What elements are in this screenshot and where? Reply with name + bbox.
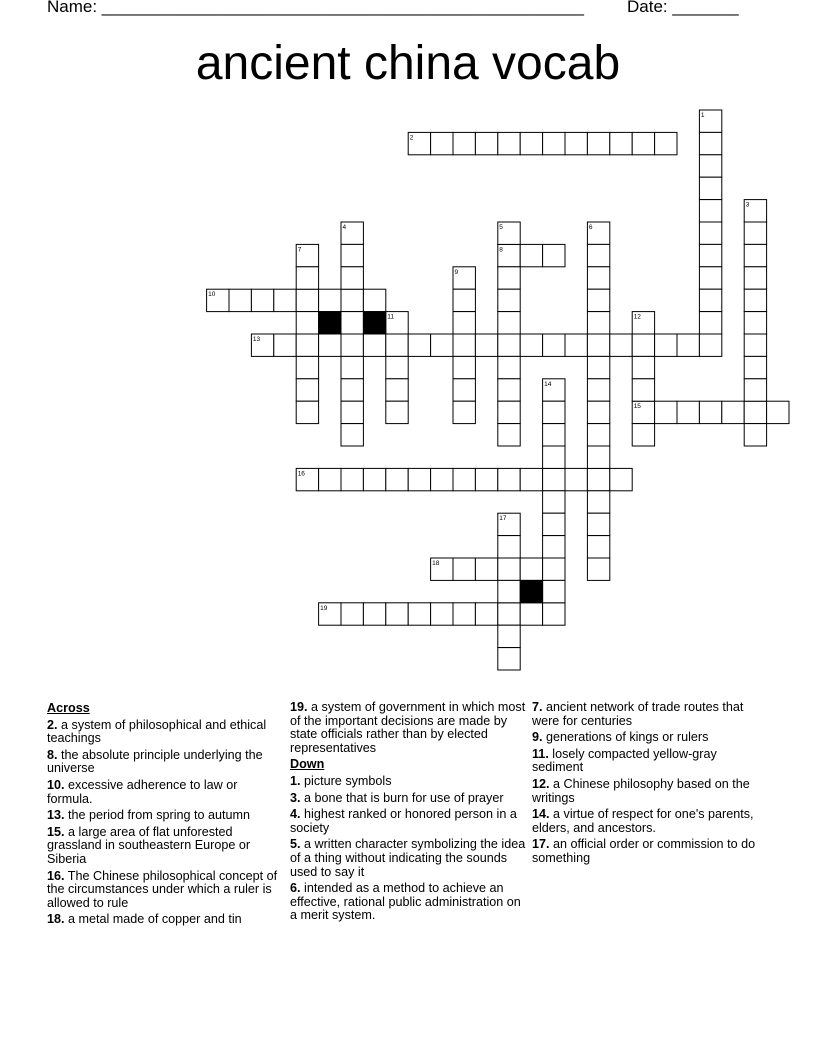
clue-text: a written character symbolizing the idea of a thing without indicating the sounds used to say it (290, 837, 526, 879)
answer-cell[interactable] (498, 580, 520, 602)
answer-cell[interactable] (520, 468, 542, 490)
answer-cell[interactable] (587, 132, 609, 154)
answer-cell[interactable] (744, 222, 766, 244)
answer-cell[interactable] (520, 603, 542, 625)
clue-text: the period from spring to autumn (64, 808, 251, 823)
answer-cell[interactable] (453, 132, 475, 154)
answer-cell[interactable] (475, 132, 497, 154)
cell-number-6: 6 (588, 224, 593, 231)
answer-cell[interactable] (632, 334, 654, 356)
answer-cell[interactable] (341, 267, 363, 289)
cell-number-10: 10 (208, 291, 216, 299)
clue-number: 19. (290, 700, 308, 714)
answer-cell[interactable] (475, 468, 497, 490)
answer-cell[interactable] (610, 334, 632, 356)
answer-cell[interactable] (543, 558, 565, 580)
answer-cell[interactable] (744, 312, 766, 334)
answer-cell[interactable] (543, 132, 565, 154)
page-title: ancient china vocab (195, 37, 621, 90)
clue-number: 13. (47, 808, 65, 823)
answer-cell[interactable] (587, 267, 609, 289)
answer-cell[interactable] (587, 491, 609, 513)
across-clue-list (47, 719, 283, 927)
answer-cell[interactable] (587, 558, 609, 580)
answer-cell[interactable] (498, 648, 520, 670)
answer-cell[interactable] (386, 356, 408, 378)
clue-number: 4. (290, 807, 301, 822)
clue-9 (532, 731, 768, 745)
answer-cell[interactable] (699, 334, 721, 356)
cell-number-9: 9 (454, 268, 459, 276)
answer-cell[interactable] (744, 267, 766, 289)
answer-cell[interactable] (677, 401, 699, 423)
answer-cell[interactable] (543, 513, 565, 535)
answer-cell[interactable] (677, 334, 699, 356)
clue-number: 10. (47, 777, 65, 792)
clue-number: 18. (47, 912, 65, 927)
cell-number-11: 11 (387, 313, 395, 321)
answer-cell[interactable] (363, 289, 385, 311)
answer-cell[interactable] (341, 334, 363, 356)
clue-text: a virtue of respect for one's parents, elders, and ancestors. (532, 807, 754, 835)
answer-cell[interactable] (587, 356, 609, 378)
answer-cell[interactable] (296, 356, 318, 378)
answer-cell[interactable] (498, 468, 520, 490)
answer-cell[interactable] (386, 379, 408, 401)
clue-17 (532, 838, 768, 865)
answer-cell[interactable] (296, 379, 318, 401)
answer-cell[interactable] (274, 289, 296, 311)
clue-12 (532, 778, 768, 805)
answer-cell[interactable] (363, 468, 385, 490)
clue-number: 2. (47, 717, 58, 732)
clue-text: a Chinese philosophy based on the writings (532, 776, 750, 805)
cell-number-4: 4 (342, 224, 347, 231)
answer-cell[interactable] (386, 334, 408, 356)
answer-cell[interactable] (453, 558, 475, 580)
answer-cell[interactable] (543, 401, 565, 423)
clue-15 (47, 826, 283, 867)
clue-2 (47, 719, 283, 746)
clue-text: generations of kings or rulers (542, 730, 709, 745)
answer-cell[interactable] (498, 289, 520, 311)
answer-cell[interactable] (498, 267, 520, 289)
answer-cell[interactable] (699, 200, 721, 222)
across-clue-list-continued (290, 701, 526, 755)
answer-cell[interactable] (699, 155, 721, 177)
answer-cell[interactable] (431, 132, 453, 154)
clue-text: a bone that is burn for use of prayer (300, 790, 504, 805)
answer-cell[interactable] (408, 603, 430, 625)
answer-cell[interactable] (632, 424, 654, 446)
answer-cell[interactable] (699, 132, 721, 154)
clue-16 (47, 870, 283, 911)
clue-text: a metal made of copper and tin (64, 912, 242, 927)
answer-cell[interactable] (587, 289, 609, 311)
clue-7 (532, 701, 768, 728)
cell-number-17: 17 (499, 515, 507, 523)
answer-cell[interactable] (408, 468, 430, 490)
clue-14 (532, 808, 768, 835)
answer-cell[interactable] (699, 267, 721, 289)
answer-cell[interactable] (587, 536, 609, 558)
answer-cell[interactable] (319, 468, 341, 490)
answer-cell[interactable] (565, 132, 587, 154)
answer-cell[interactable] (341, 468, 363, 490)
clue-number: 5. (290, 837, 301, 852)
answer-cell[interactable] (744, 356, 766, 378)
clue-text: picture symbols (300, 773, 392, 788)
answer-cell[interactable] (341, 289, 363, 311)
answer-cell[interactable] (632, 132, 654, 154)
cell-number-2: 2 (409, 134, 414, 142)
clue-text: a system of government in which most of the important decisions are made by state officials rather than by elected representatives (290, 700, 526, 755)
answer-cell[interactable] (744, 289, 766, 311)
clue-number: 16. (47, 868, 65, 883)
answer-cell[interactable] (453, 603, 475, 625)
answer-cell[interactable] (453, 401, 475, 423)
answer-cell[interactable] (744, 334, 766, 356)
answer-cell[interactable] (699, 401, 721, 423)
clue-text: intended as a method to achieve an effective, rational public administration on a merit system. (290, 881, 521, 923)
clue-6 (290, 882, 526, 923)
answer-cell[interactable] (543, 446, 565, 468)
answer-cell[interactable] (498, 558, 520, 580)
answer-cell[interactable] (587, 424, 609, 446)
clue-text: a system of philosophical and ethical teachings (47, 717, 267, 746)
answer-cell[interactable] (475, 558, 497, 580)
answer-cell[interactable] (543, 244, 565, 266)
answer-cell[interactable] (587, 244, 609, 266)
answer-cell[interactable] (498, 401, 520, 423)
date-field-label: Date: _______ (627, 0, 739, 16)
clue-number: 14. (532, 807, 550, 822)
answer-cell[interactable] (363, 334, 385, 356)
answer-cell[interactable] (431, 603, 453, 625)
answer-cell[interactable] (699, 244, 721, 266)
blocked-cell (319, 312, 341, 334)
cell-number-5: 5 (499, 224, 503, 231)
answer-cell[interactable] (543, 580, 565, 602)
clue-10 (47, 779, 283, 806)
answer-cell[interactable] (587, 312, 609, 334)
answer-cell[interactable] (744, 401, 766, 423)
answer-cell[interactable] (587, 468, 609, 490)
answer-cell[interactable] (431, 468, 453, 490)
clues-column-3 (532, 701, 768, 869)
answer-cell[interactable] (655, 401, 677, 423)
answer-cell[interactable] (341, 401, 363, 423)
clue-13 (47, 809, 283, 823)
clue-number: 1. (290, 773, 301, 788)
answer-cell[interactable] (587, 379, 609, 401)
answer-cell[interactable] (655, 334, 677, 356)
clue-text: the absolute principle underlying the universe (47, 747, 263, 776)
answer-cell[interactable] (632, 379, 654, 401)
answer-cell[interactable] (498, 334, 520, 356)
clue-number: 6. (290, 881, 301, 896)
answer-cell[interactable] (475, 334, 497, 356)
answer-cell[interactable] (498, 424, 520, 446)
answer-cell[interactable] (341, 356, 363, 378)
down-clue-list (290, 775, 526, 923)
answer-cell[interactable] (296, 267, 318, 289)
answer-cell[interactable] (587, 401, 609, 423)
answer-cell[interactable] (655, 132, 677, 154)
answer-cell[interactable] (498, 312, 520, 334)
clue-text: The Chinese philosophical concept of the circumstances under which a ruler is allowed to rule (47, 868, 278, 910)
answer-cell[interactable] (610, 468, 632, 490)
clue-8 (47, 749, 283, 776)
blocked-cell (520, 580, 542, 602)
answer-cell[interactable] (229, 289, 251, 311)
answer-cell[interactable] (386, 603, 408, 625)
answer-cell[interactable] (699, 289, 721, 311)
cell-number-15: 15 (633, 403, 641, 411)
answer-cell[interactable] (453, 289, 475, 311)
answer-cell[interactable] (386, 468, 408, 490)
answer-cell[interactable] (498, 356, 520, 378)
answer-cell[interactable] (543, 334, 565, 356)
down-clue-list-continued (532, 701, 768, 866)
answer-cell[interactable] (296, 312, 318, 334)
answer-cell[interactable] (565, 334, 587, 356)
clue-1 (290, 775, 526, 789)
clue-text: highest ranked or honored person in a society (290, 807, 517, 835)
answer-cell[interactable] (498, 379, 520, 401)
clue-number: 12. (532, 776, 550, 791)
answer-cell[interactable] (498, 132, 520, 154)
cell-number-12: 12 (633, 313, 641, 321)
clue-11 (532, 748, 768, 775)
answer-cell[interactable] (274, 334, 296, 356)
answer-cell[interactable] (453, 356, 475, 378)
clue-text: excessive adherence to law or formula. (47, 777, 238, 806)
answer-cell[interactable] (632, 356, 654, 378)
answer-cell[interactable] (453, 379, 475, 401)
clue-number: 9. (532, 730, 543, 745)
answer-cell[interactable] (319, 289, 341, 311)
name-field-label: Name: ___________________________________________________ (47, 0, 584, 16)
answer-cell[interactable] (453, 334, 475, 356)
cell-number-7: 7 (297, 246, 302, 254)
answer-cell[interactable] (296, 401, 318, 423)
cell-number-8: 8 (499, 246, 503, 254)
answer-cell[interactable] (699, 312, 721, 334)
blocked-cell (363, 312, 385, 334)
across-heading: Across (47, 701, 90, 715)
answer-cell[interactable] (341, 379, 363, 401)
answer-cell[interactable] (475, 603, 497, 625)
answer-cell[interactable] (543, 468, 565, 490)
clue-3 (290, 792, 526, 806)
answer-cell[interactable] (587, 513, 609, 535)
answer-cell[interactable] (251, 289, 273, 311)
clue-text: a large area of flat unforested grassland in southeastern Europe or Siberia (47, 824, 251, 866)
cell-number-13: 13 (252, 336, 261, 343)
answer-cell[interactable] (520, 334, 542, 356)
cell-number-16: 16 (297, 470, 305, 478)
answer-cell[interactable] (543, 424, 565, 446)
clue-text: an official order or commission to do something (532, 837, 756, 865)
answer-cell[interactable] (520, 132, 542, 154)
answer-cell[interactable] (386, 401, 408, 423)
answer-cell[interactable] (543, 536, 565, 558)
answer-cell[interactable] (565, 468, 587, 490)
clue-number: 8. (47, 747, 58, 762)
clue-5 (290, 838, 526, 879)
clue-number: 7. (532, 700, 543, 714)
cell-number-3: 3 (745, 201, 750, 209)
answer-cell[interactable] (363, 603, 385, 625)
answer-cell[interactable] (408, 334, 430, 356)
cell-number-18: 18 (432, 560, 440, 567)
answer-cell[interactable] (341, 312, 363, 334)
clues-column-2 (290, 701, 526, 926)
answer-cell[interactable] (498, 603, 520, 625)
answer-cell[interactable] (587, 334, 609, 356)
answer-cell[interactable] (587, 446, 609, 468)
answer-cell[interactable] (744, 379, 766, 401)
answer-cell[interactable] (498, 536, 520, 558)
cell-number-1: 1 (700, 112, 705, 119)
clue-text: losely compacted yellow-gray sediment (532, 746, 717, 775)
cell-number-19: 19 (320, 604, 328, 612)
answer-cell[interactable] (341, 244, 363, 266)
clue-number: 15. (47, 824, 65, 839)
answer-cell[interactable] (543, 491, 565, 513)
answer-cell[interactable] (520, 244, 542, 266)
answer-cell[interactable] (431, 334, 453, 356)
answer-cell[interactable] (767, 401, 789, 423)
answer-cell[interactable] (341, 603, 363, 625)
answer-cell[interactable] (744, 424, 766, 446)
answer-cell[interactable] (296, 334, 318, 356)
answer-cell[interactable] (341, 424, 363, 446)
clue-text: ancient network of trade routes that were for centuries (532, 700, 744, 728)
cell-number-14: 14 (544, 380, 552, 388)
answer-cell[interactable] (453, 468, 475, 490)
answer-cell[interactable] (498, 625, 520, 647)
answer-cell[interactable] (520, 558, 542, 580)
answer-cell[interactable] (699, 177, 721, 199)
answer-cell[interactable] (543, 603, 565, 625)
down-heading: Down (290, 757, 325, 772)
clue-4 (290, 808, 526, 835)
answer-cell[interactable] (610, 132, 632, 154)
clue-19 (290, 701, 526, 755)
clues-column-1 (47, 701, 283, 930)
answer-cell[interactable] (296, 289, 318, 311)
clue-number: 3. (290, 790, 301, 805)
answer-cell[interactable] (453, 312, 475, 334)
answer-cell[interactable] (699, 222, 721, 244)
answer-cell[interactable] (744, 244, 766, 266)
clue-number: 11. (532, 746, 549, 761)
answer-cell[interactable] (722, 401, 744, 423)
clue-18 (47, 913, 283, 927)
answer-cell[interactable] (319, 334, 341, 356)
clue-number: 17. (532, 837, 550, 852)
